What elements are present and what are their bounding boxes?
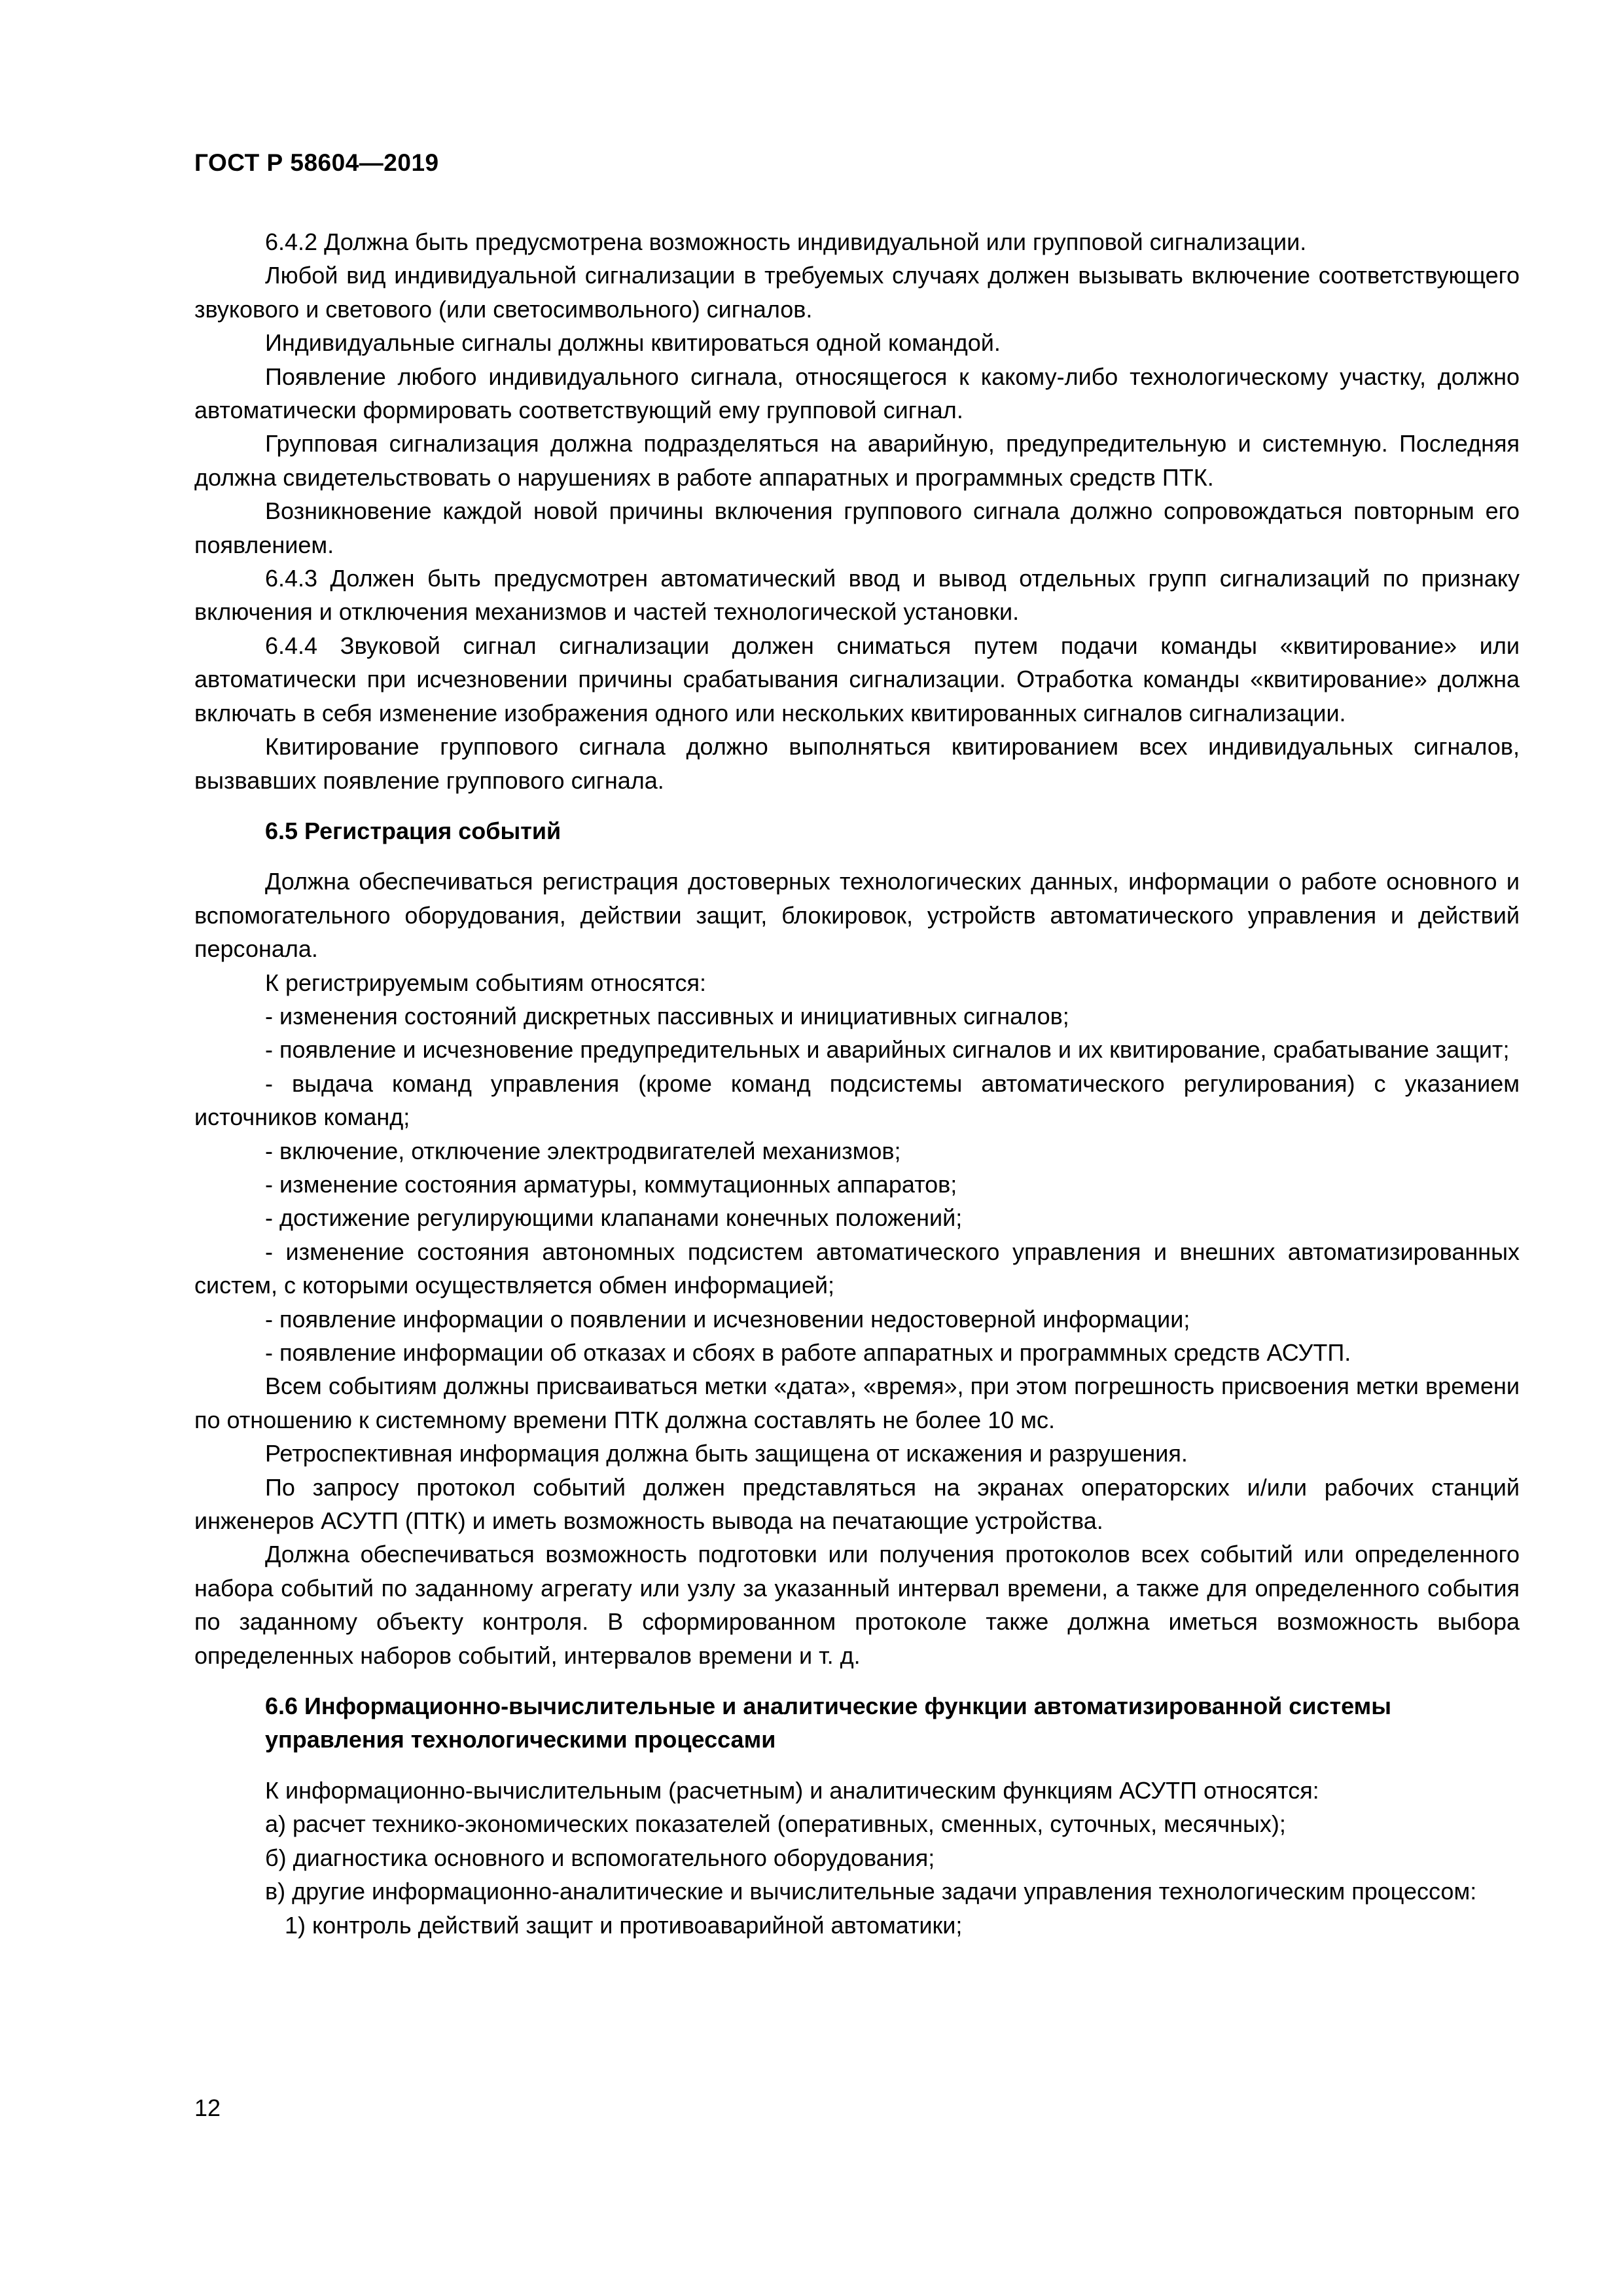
list-item: - изменение состояния арматуры, коммутационных аппаратов; <box>265 1170 957 1198</box>
paragraph: Должна обеспечиваться регистрация достоверных технологических данных, информации о работе основного и вспомогательного оборудования, действии защит, блокировок, устройств автоматического управления и действий персонала. <box>194 868 1520 963</box>
list-item: а) расчет технико-экономических показателей (оперативных, сменных, суточных, месячных); <box>265 1810 1286 1838</box>
paragraph: Индивидуальные сигналы должны квитироваться одной командой. <box>265 329 1001 357</box>
paragraph: 6.4.2 Должна быть предусмотрена возможность индивидуальной или групповой сигнализации. <box>265 228 1307 255</box>
sub-list-item: 1) контроль действий защит и противоаварийной автоматики; <box>285 1911 963 1939</box>
list-item: - достижение регулирующими клапанами конечных положений; <box>265 1204 963 1232</box>
list-item: - выдача команд управления (кроме команд подсистемы автоматического регулирования) с указанием источников команд; <box>194 1069 1520 1131</box>
list-item: - появление информации о появлении и исчезновении недостоверной информации; <box>265 1305 1190 1333</box>
paragraph: Любой вид индивидуальной сигнализации в требуемых случаях должен вызывать включение соответствующего звукового и светового (или светосимвольного) сигналов. <box>194 262 1520 323</box>
section-heading-6-5: 6.5 Регистрация событий <box>265 817 562 844</box>
list-item: - изменения состояний дискретных пассивных и инициативных сигналов; <box>265 1002 1069 1030</box>
list-item: - включение, отключение электродвигателей механизмов; <box>265 1137 901 1164</box>
paragraph: 6.4.4 Звуковой сигнал сигнализации должен сниматься путем подачи команды «квитирование» или автоматически при исчезновении причины срабатывания сигнализации. Отработка команды «квитирование» должна включать в себя изменение изображения одного или нескольких квитированных сигналов сигнализации. <box>194 632 1520 726</box>
paragraph: Квитирование группового сигнала должно выполняться квитированием всех индивидуальных сигналов, вызвавших появление группового сигнала. <box>194 733 1520 794</box>
list-item: б) диагностика основного и вспомогательного оборудования; <box>265 1844 935 1871</box>
document-header: ГОСТ Р 58604—2019 <box>194 149 439 176</box>
paragraph: Должна обеспечиваться возможность подготовки или получения протоколов всех событий или определенного набора событий по заданному агрегату или узлу за указанный интервал времени, а также для определенного события по заданному объекту контроля. В сформированном протоколе также должна иметься возможность выбора определенных наборов событий, интервалов времени и т. д. <box>194 1541 1520 1669</box>
list-item: в) другие информационно-аналитические и вычислительные задачи управления технологическим процессом: <box>265 1878 1477 1905</box>
paragraph: Ретроспективная информация должна быть защищена от искажения и разрушения. <box>265 1440 1188 1467</box>
paragraph: 6.4.3 Должен быть предусмотрен автоматический ввод и вывод отдельных групп сигнализаций по признаку включения и отключения механизмов и частей технологической установки. <box>194 565 1520 626</box>
paragraph: Появление любого индивидуального сигнала, относящегося к какому-либо технологическому участку, должно автоматически формировать соответствующий ему групповой сигнал. <box>194 363 1520 424</box>
paragraph: К регистрируемым событиям относятся: <box>265 969 706 996</box>
page-number: 12 <box>194 2094 221 2121</box>
paragraph: Всем событиям должны присваиваться метки «дата», «время», при этом погрешность присвоения метки времени по отношению к системному времени ПТК должна составлять не более 10 мс. <box>194 1372 1520 1433</box>
paragraph: К информационно-вычислительным (расчетным) и аналитическим функциям АСУТП относятся: <box>265 1776 1319 1804</box>
paragraph: По запросу протокол событий должен представляться на экранах операторских и/или рабочих станций инженеров АСУТП (ПТК) и иметь возможность вывода на печатающие устройства. <box>194 1473 1520 1535</box>
list-item: - изменение состояния автономных подсистем автоматического управления и внешних автоматизированных систем, с которыми осуществляется обмен информацией; <box>194 1238 1520 1299</box>
paragraph: Групповая сигнализация должна подразделяться на аварийную, предупредительную и системную. Последняя должна свидетельствовать о нарушениях в работе аппаратных и программных средств ПТК. <box>194 430 1520 491</box>
section-heading-6-6: 6.6 Информационно-вычислительные и аналитические функции автоматизированной системы управления технологическими процессами <box>265 1693 1392 1753</box>
document-body <box>194 225 1520 1942</box>
list-item: - появление информации об отказах и сбоях в работе аппаратных и программных средств АСУТП. <box>265 1339 1351 1366</box>
list-item: - появление и исчезновение предупредительных и аварийных сигналов и их квитирование, срабатывание защит; <box>265 1036 1510 1064</box>
paragraph: Возникновение каждой новой причины включения группового сигнала должно сопровождаться повторным его появлением. <box>194 497 1520 558</box>
